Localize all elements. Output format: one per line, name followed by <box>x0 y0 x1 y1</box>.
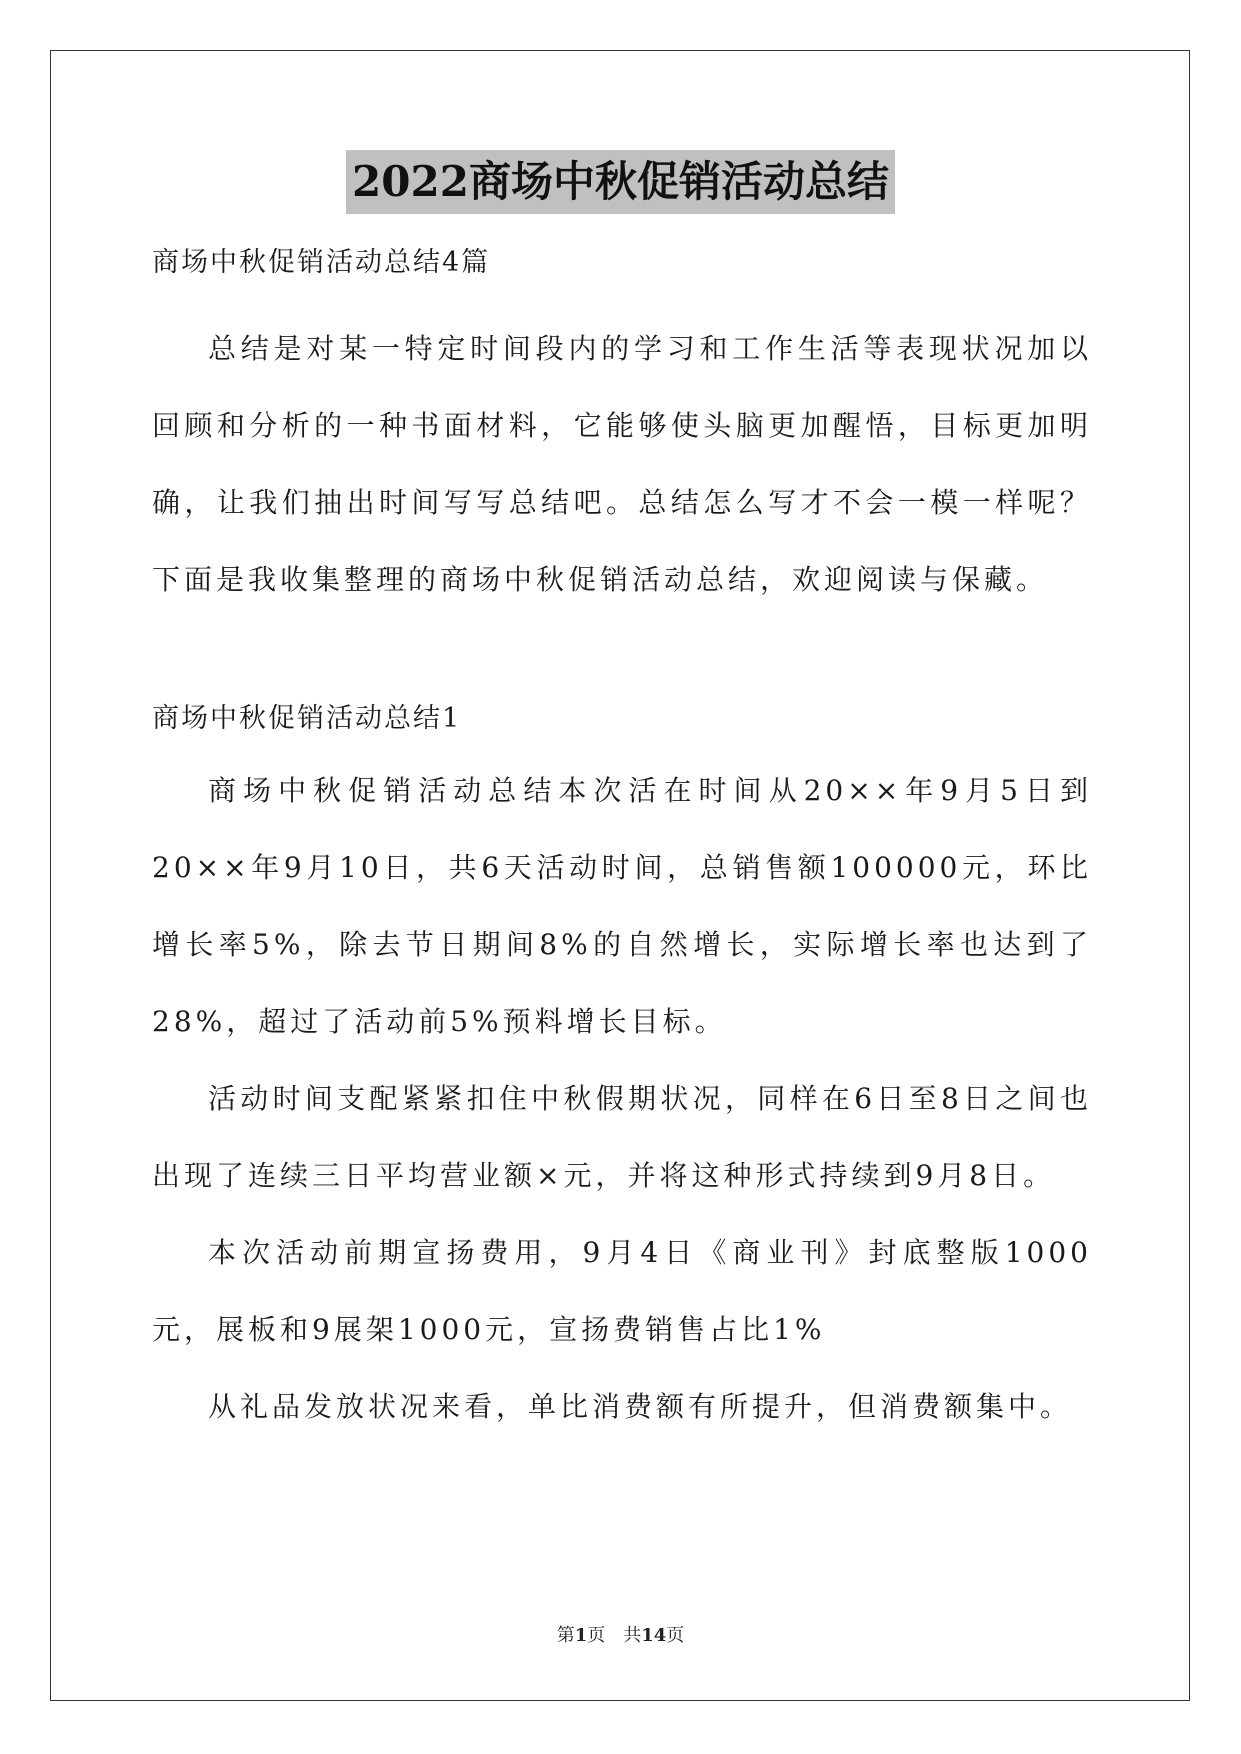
page-total: 14 <box>641 1625 667 1646</box>
spacer <box>152 282 1092 310</box>
page-mid: 页 共 <box>587 1625 642 1646</box>
document-subtitle: 商场中秋促销活动总结4篇 <box>152 247 491 278</box>
page-suffix: 页 <box>666 1625 685 1646</box>
section-paragraph: 本次活动前期宣扬费用，9月4日《商业刊》封底整版1000元，展板和9展架1000元，宣扬费销售占比1% <box>152 1236 1092 1346</box>
section-paragraph: 活动时间支配紧紧扣住中秋假期状况，同样在6日至8日之间也出现了连续三日平均营业额×元，并将这种形式持续到9月8日。 <box>152 1082 1092 1192</box>
section-paragraph: 从礼品发放状况来看，单比消费额有所提升，但消费额集中。 <box>208 1390 1073 1423</box>
document-title: 2022商场中秋促销活动总结 <box>346 150 895 214</box>
page-footer <box>0 1621 1241 1647</box>
spacer <box>152 618 1092 688</box>
page-prefix: 第 <box>556 1625 575 1646</box>
section-paragraph: 商场中秋促销活动总结本次活在时间从20××年9月5日到20××年9月10日，共6天活动时间，总销售额100000元，环比增长率5%，除去节日期间8%的自然增长，实际增长率也达到了28%，超过了活动前5%预料增长目标。 <box>152 774 1092 1038</box>
title-wrap <box>0 150 1241 214</box>
page-current: 1 <box>574 1625 588 1646</box>
intro-paragraph: 总结是对某一特定时间段内的学习和工作生活等表现状况加以回顾和分析的一种书面材料，它能够使头脑更加醒悟，目标更加明确，让我们抽出时间写写总结吧。总结怎么写才不会一模一样呢？下面是我收集整理的商场中秋促销活动总结，欢迎阅读与保藏。 <box>152 332 1092 596</box>
spacer <box>152 738 1092 752</box>
section-heading: 商场中秋促销活动总结1 <box>152 703 462 734</box>
document-body <box>152 232 1092 1445</box>
